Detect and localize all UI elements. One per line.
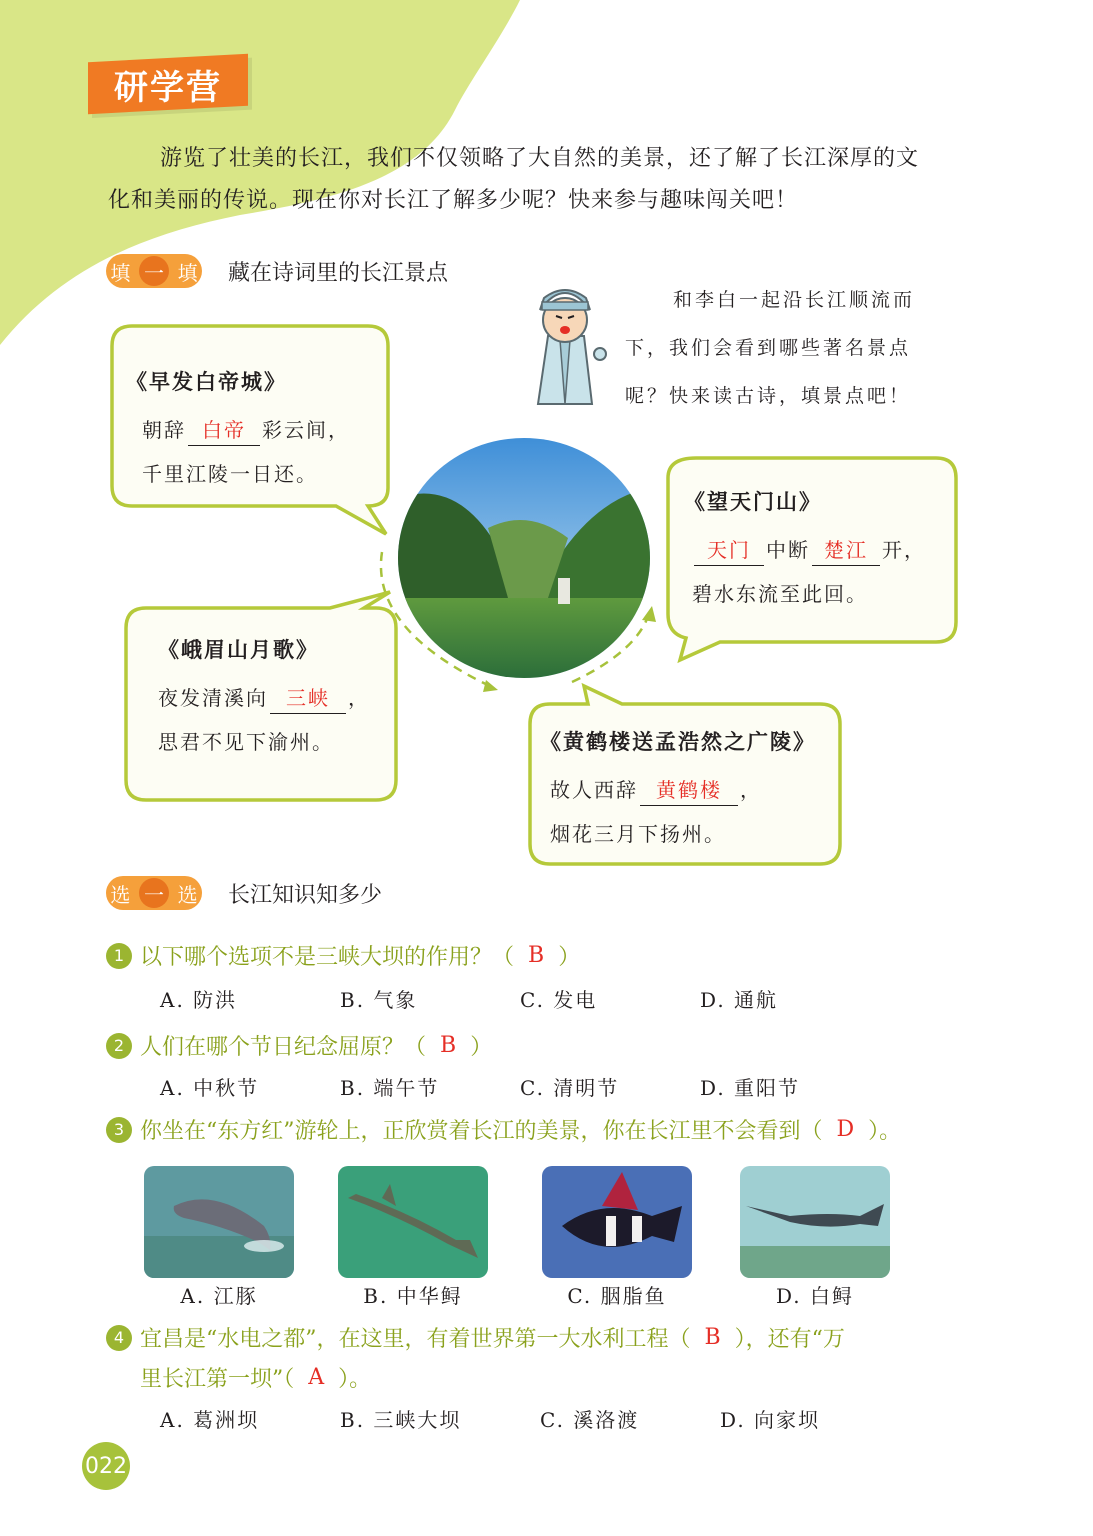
option[interactable]: B. 气象 [340,988,418,1012]
finless-porpoise-image[interactable] [144,1166,294,1278]
rouge-fish-image[interactable] [542,1166,692,1278]
answer[interactable]: B [528,943,545,968]
option[interactable]: C. 溪洛渡 [540,1408,640,1432]
option[interactable]: D. 通航 [700,988,779,1012]
option[interactable]: B. 端午节 [340,1076,440,1100]
question-1-options [160,984,880,1013]
section-fill-header [106,254,448,288]
question-3: 3 你坐在“东方红”游轮上，正欣赏着长江的美景，你在长江里不会看到（ D ）。 [106,1114,901,1145]
intro-paragraph [108,138,988,222]
option[interactable]: A. 防洪 [160,988,238,1012]
question-2-options [160,1072,880,1101]
question-2: 2 人们在哪个节日纪念屈原？（ B ） [106,1030,492,1061]
section-fill-title: 藏在诗词里的长江景点 [228,260,449,286]
page-number: 022 [82,1442,130,1490]
poem-line: 故人西辞 黄鹤楼 ， [540,768,816,812]
question-4: 4 宜昌是“水电之都”，在这里，有着世界第一大水利工程（ B ），还有“万 [106,1322,845,1353]
speech-line-3: 呢？快来读古诗，填景点吧！ [625,385,912,407]
blank-answer[interactable]: 楚江 [812,535,880,566]
option[interactable]: D. 重阳节 [700,1076,801,1100]
yangtze-gorge-photo [398,438,650,678]
poem-line: 夜发清溪向 三峡 ， [158,676,370,720]
section-choose-badge: 选 一 选 [106,876,202,910]
question-number: 1 [106,943,132,969]
poem-line: 朝辞 白帝 彩云间， [126,408,350,452]
question-number: 4 [106,1325,132,1351]
intro-line-2: 化和美丽的传说。现在你对长江了解多少呢？快来参与趣味闯关吧！ [108,188,799,213]
blank-answer[interactable]: 黄鹤楼 [640,775,738,806]
option[interactable]: A. 葛洲坝 [160,1408,260,1432]
question-4-options [160,1404,900,1433]
poem-title: 《早发白帝城》 [126,370,287,394]
intro-line-1: 游览了壮美的长江，我们不仅领略了大自然的美景，还了解了长江深厚的文 [160,146,920,171]
answer[interactable]: B [440,1033,457,1058]
poem-title: 《望天门山》 [684,490,822,514]
blank-answer[interactable]: 天门 [694,535,764,566]
speech-line-1: 和李白一起沿长江顺流而 [673,289,916,311]
fish-label: D. 白鲟 [775,1284,855,1308]
fish-label: C. 胭脂鱼 [567,1284,667,1308]
poem-baidi [126,366,350,496]
option[interactable]: C. 清明节 [520,1076,620,1100]
fish-label: A. 江豚 [180,1284,258,1308]
poem-line: 千里江陵一日还。 [142,462,318,486]
answer[interactable]: D [836,1117,855,1142]
poem-line: 烟花三月下扬州。 [550,822,726,846]
option[interactable]: A. 中秋节 [160,1076,260,1100]
answer[interactable]: B [704,1325,721,1350]
poem-title: 《峨眉山月歌》 [158,638,319,662]
answer[interactable]: A [308,1365,325,1390]
question-number: 3 [106,1117,132,1143]
section-choose-title: 长江知识知多少 [228,882,383,908]
fish-label: B. 中华鲟 [363,1284,463,1308]
li-bai-speech [625,276,955,420]
chinese-paddlefish-image[interactable] [740,1166,890,1278]
option[interactable]: B. 三峡大坝 [340,1408,462,1432]
blank-answer[interactable]: 三峡 [270,683,346,714]
section-choose-header [106,876,382,910]
question-number: 2 [106,1033,132,1059]
blank-answer[interactable]: 白帝 [188,415,260,446]
poem-line: 碧水东流至此回。 [692,582,868,606]
poem-emei [158,634,370,764]
question-1: 1 以下哪个选项不是三峡大坝的作用？（ B ） [106,940,580,971]
option[interactable]: C. 发电 [520,988,598,1012]
chinese-sturgeon-image[interactable] [338,1166,488,1278]
page-title: 研学营 [88,54,248,114]
poem-tianmen [684,486,926,616]
question-4-continued: 里长江第一坝”（ A ）。 [140,1365,372,1392]
poem-huanghelou [540,726,816,856]
li-bai-cartoon [520,276,610,412]
poem-line: 天门 中断 楚江 开， [684,528,926,572]
option[interactable]: D. 向家坝 [720,1408,821,1432]
poem-line: 思君不见下渝州。 [158,730,334,754]
poem-title: 《黄鹤楼送孟浩然之广陵》 [540,730,816,754]
section-fill-badge: 填 一 填 [106,254,202,288]
speech-line-2: 下，我们会看到哪些著名景点 [625,337,912,359]
